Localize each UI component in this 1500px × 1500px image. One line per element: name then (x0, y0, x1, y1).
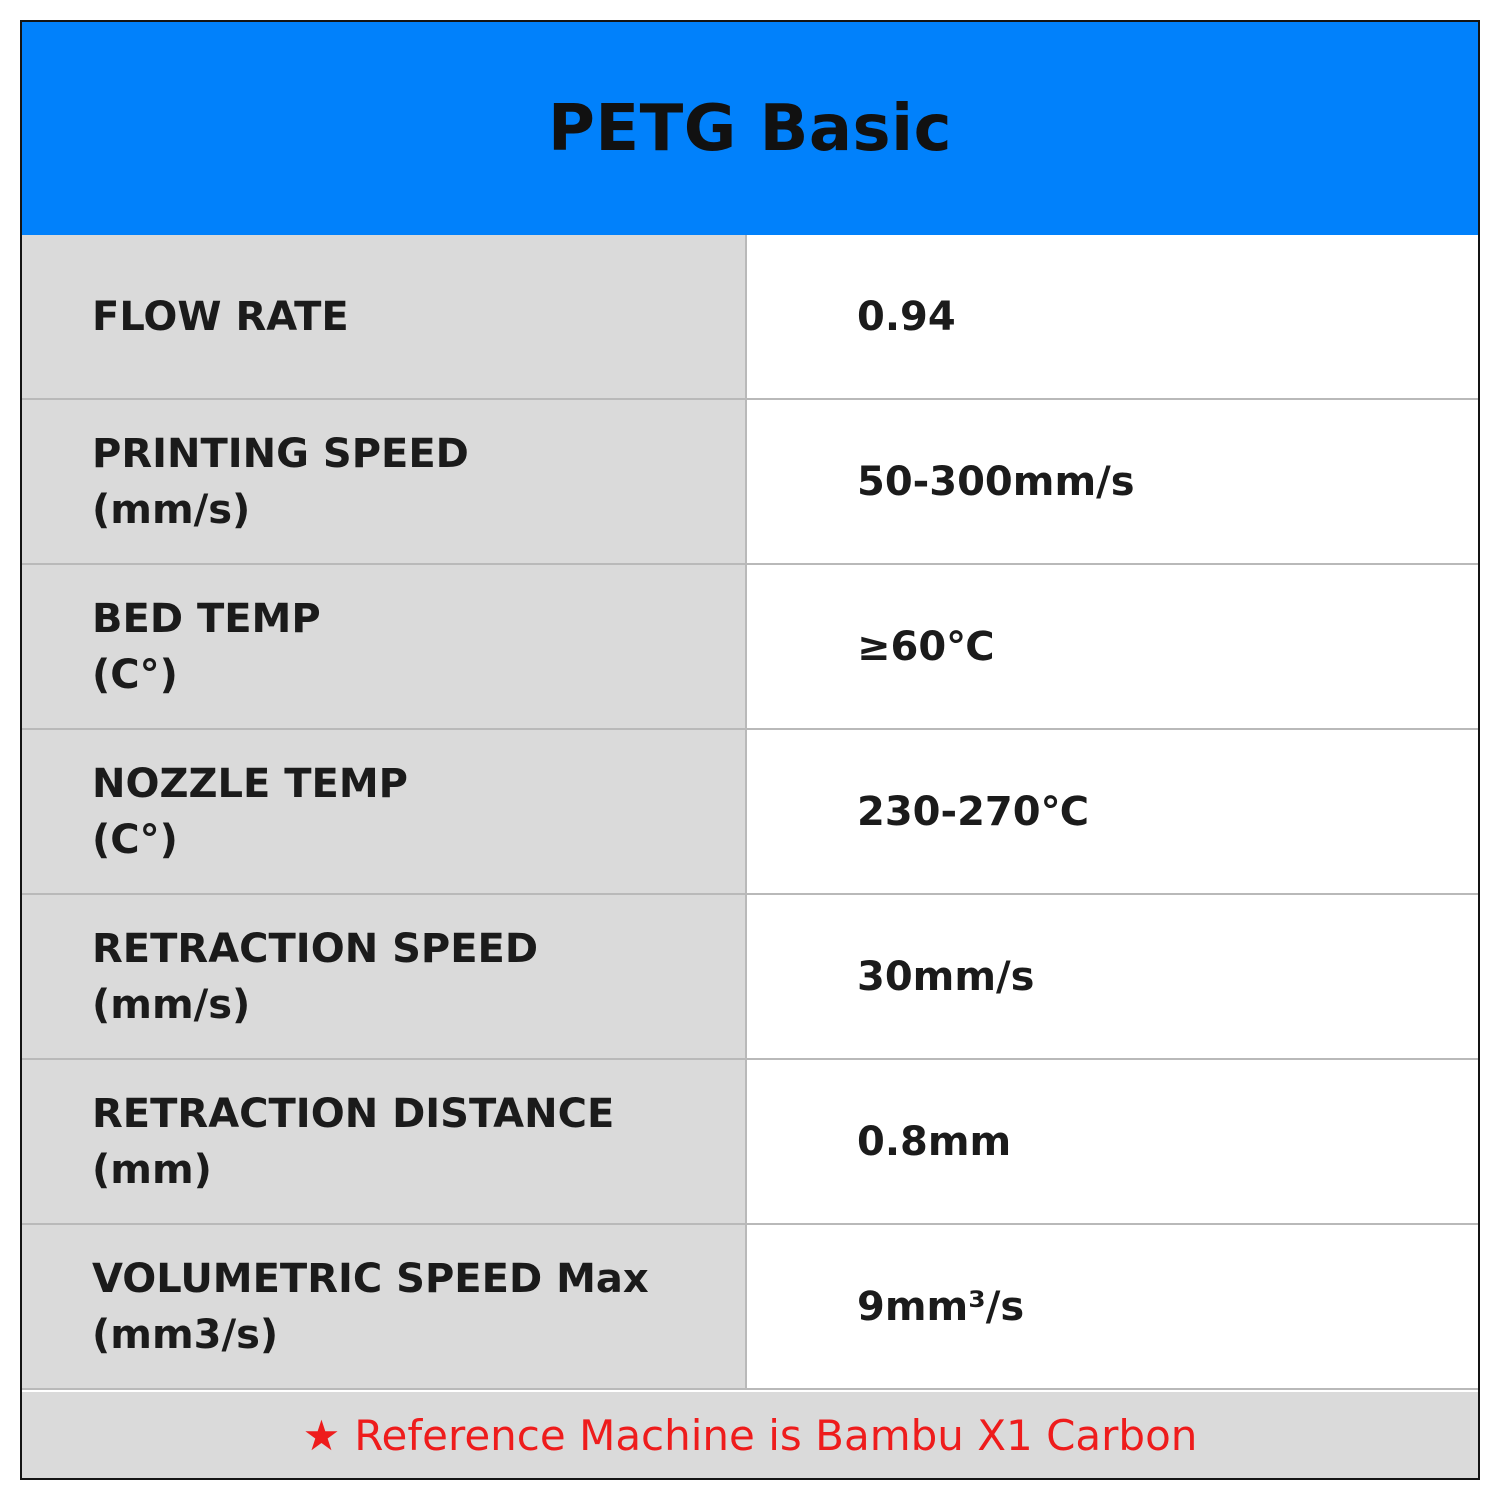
footer-note-bar (22, 1392, 1478, 1478)
row-label-cell (22, 235, 747, 398)
row-label-unit: (C°) (92, 816, 178, 863)
reference-note: Reference Machine is Bambu X1 Carbon (354, 1410, 1198, 1460)
row-value-cell (747, 565, 1478, 728)
row-value-cell (747, 895, 1478, 1058)
row-value: 0.94 (857, 293, 956, 340)
row-label-cell (22, 565, 747, 728)
header-banner (22, 22, 1478, 235)
row-label: VOLUMETRIC SPEED Max (92, 1255, 649, 1302)
row-value: 50-300mm/s (857, 458, 1135, 505)
row-label: FLOW RATE (92, 293, 349, 340)
table-row-retraction-distance (22, 1060, 1478, 1225)
table-row-printing-speed (22, 400, 1478, 565)
spec-table (22, 235, 1478, 1390)
row-label: NOZZLE TEMP (92, 760, 408, 807)
table-row-volumetric-speed (22, 1225, 1478, 1390)
row-value-cell (747, 730, 1478, 893)
star-icon: ★ (302, 1410, 341, 1460)
row-label: RETRACTION DISTANCE (92, 1090, 615, 1137)
row-label-cell (22, 400, 747, 563)
table-row-flow-rate (22, 235, 1478, 400)
row-label-unit: (mm) (92, 1146, 212, 1193)
row-value: 9mm³/s (857, 1283, 1025, 1330)
row-label-unit: (mm3/s) (92, 1311, 279, 1358)
row-value-cell (747, 235, 1478, 398)
row-value: 230-270℃ (857, 788, 1090, 835)
row-value-cell (747, 1060, 1478, 1223)
row-label: PRINTING SPEED (92, 430, 469, 477)
row-label-cell (22, 730, 747, 893)
row-label-unit: (mm/s) (92, 981, 251, 1028)
page-title: PETG Basic (547, 91, 953, 166)
spec-sheet (20, 20, 1480, 1480)
row-label: BED TEMP (92, 595, 321, 642)
table-row-nozzle-temp (22, 730, 1478, 895)
row-value: ≥60℃ (857, 623, 995, 670)
row-label-cell (22, 1060, 747, 1223)
row-label-unit: (C°) (92, 651, 178, 698)
table-row-retraction-speed (22, 895, 1478, 1060)
row-label-cell (22, 895, 747, 1058)
row-label-unit: (mm/s) (92, 486, 251, 533)
row-value: 0.8mm (857, 1118, 1012, 1165)
row-label: RETRACTION SPEED (92, 925, 539, 972)
table-row-bed-temp (22, 565, 1478, 730)
row-value: 30mm/s (857, 953, 1035, 1000)
row-value-cell (747, 400, 1478, 563)
row-value-cell (747, 1225, 1478, 1388)
row-label-cell (22, 1225, 747, 1388)
